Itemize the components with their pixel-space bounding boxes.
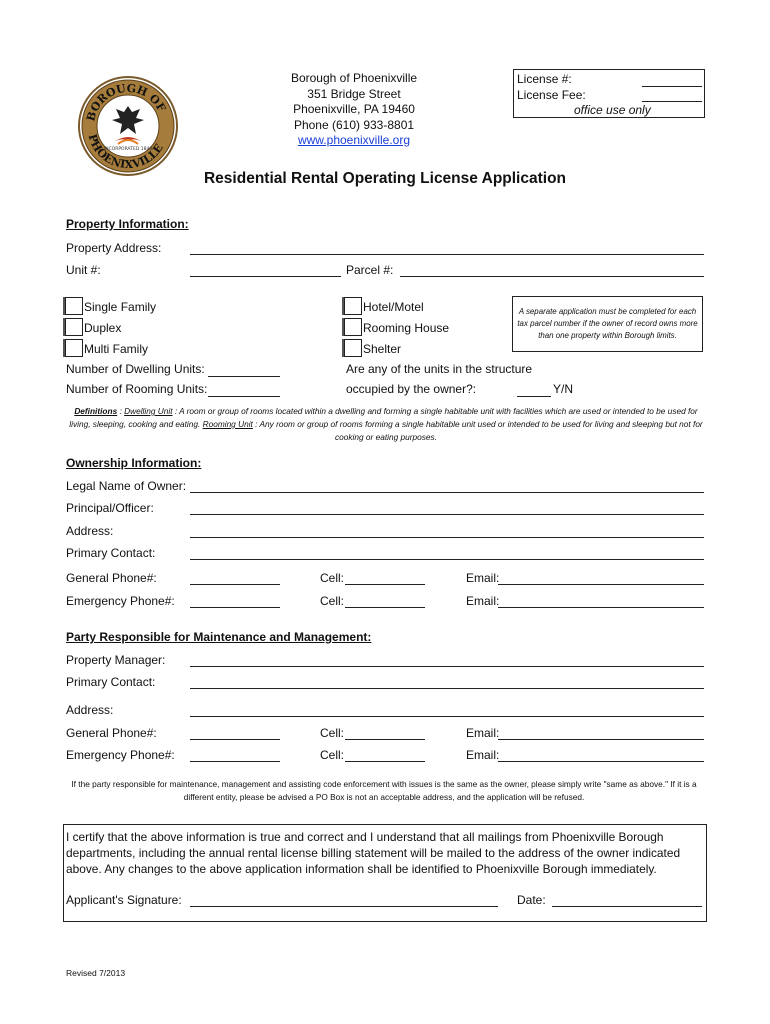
legal-name-field[interactable] [190,479,704,493]
page-title: Residential Rental Operating License Application [203,170,567,187]
property-manager-label: Property Manager: [66,653,166,667]
seal-small-text: INCORPORATED 1849 [103,147,153,152]
manager-general-phone-field[interactable] [190,726,280,740]
owner-emergency-phone-field[interactable] [190,594,280,608]
property-address-field[interactable] [190,241,704,255]
manager-address-field[interactable] [190,703,704,717]
owner-email-label: Email: [466,571,500,585]
parcel-label: Parcel #: [346,263,394,277]
separate-application-text: A separate application must be completed for each tax parcel number if the owner of record owns more than one property within Borough limits. [517,307,698,340]
manager-email-label: Email: [466,726,500,740]
street-address: 351 Bridge Street [307,86,401,101]
single-family-label: Single Family [84,300,157,314]
ownership-heading: Ownership Information: [66,456,202,470]
seal-bottom-text: PHOENIXVILLE [85,132,166,172]
owner-general-phone-label: General Phone#: [66,571,157,585]
signature-field[interactable] [190,893,498,907]
owner-address-label: Address: [66,524,114,538]
phone-number: Phone (610) 933-8801 [293,117,415,132]
owner-primary-contact-field[interactable] [190,546,704,560]
license-number-label: License #: [517,72,572,86]
parcel-field[interactable] [400,263,704,277]
manager-address-label: Address: [66,703,114,717]
signature-label: Applicant's Signature: [66,893,182,907]
owner-occupied-field[interactable] [517,383,551,397]
date-label: Date: [517,893,546,907]
seal-graphic [74,76,182,176]
manager-cell-field[interactable] [345,726,425,740]
legal-name-label: Legal Name of Owner: [66,479,187,493]
rooming-units-field[interactable] [208,383,280,397]
office-use-note: office use only [574,103,651,117]
duplex-label: Duplex [84,321,122,335]
principal-label: Principal/Officer: [66,501,154,515]
principal-field[interactable] [190,501,704,515]
manager-emergency-phone-label: Emergency Phone#: [66,748,175,762]
manager-emergency-cell-field[interactable] [345,748,425,762]
owner-email-field[interactable] [498,571,704,585]
owner-general-phone-field[interactable] [190,571,280,585]
owner-primary-contact-label: Primary Contact: [66,546,156,560]
owner-emergency-phone-label: Emergency Phone#: [66,594,175,608]
unit-field[interactable] [190,263,341,277]
multi-family-label: Multi Family [84,342,149,356]
license-fee-label: License Fee: [517,88,586,102]
duplex-checkbox[interactable] [65,318,83,336]
website-link[interactable]: www.phoenixville.org [297,133,411,147]
shelter-checkbox[interactable] [344,339,362,357]
property-address-label: Property Address: [66,241,162,255]
manager-emergency-email-field[interactable] [498,748,704,762]
multi-family-checkbox[interactable] [65,339,83,357]
owner-occupied-label-line1: Are any of the units in the structure [346,362,533,376]
shelter-label: Shelter [363,342,402,356]
separate-application-note [512,296,703,352]
manager-emergency-email-label: Email: [466,748,500,762]
rooming-units-label: Number of Rooming Units: [66,382,208,396]
office-use-box [513,69,705,118]
yes-no-label: Y/N [553,382,574,396]
manager-cell-label: Cell: [320,726,345,740]
dwelling-units-label: Number of Dwelling Units: [66,362,205,376]
date-field[interactable] [552,893,702,907]
rooming-unit-definition: : Any room or group of rooms forming a single habitable unit used or intended to be used for living and sleeping but not for cooking or eating purposes. [252,419,703,442]
owner-emergency-email-label: Email: [466,594,500,608]
certification-box [63,824,707,922]
manager-primary-contact-label: Primary Contact: [66,675,156,689]
definitions-label: Definitions [74,406,118,416]
unit-label: Unit #: [66,263,101,277]
single-family-checkbox[interactable] [65,297,83,315]
license-fee-field[interactable] [642,88,702,102]
revision-label: Revised 7/2013 [66,968,126,978]
owner-emergency-email-field[interactable] [498,594,704,608]
owner-address-field[interactable] [190,524,704,538]
rooming-house-label: Rooming House [363,321,450,335]
city-state-zip: Phoenixville, PA 19460 [293,102,415,116]
property-heading: Property Information: [66,217,189,231]
certification-text: I certify that the above information is true and correct and I understand that all mailings from Phoenixville Borough departments, including the annual rental license billing statement will be mailed to the address of the owner indicated above. Any changes to the above application information shall be identified to Phoenixville Borough immediately. [66,830,681,876]
seal-top-text: BOROUGH OF [84,81,169,123]
owner-occupied-label-line2: occupied by the owner?: [346,382,477,396]
borough-seal [74,76,182,176]
definitions-text [66,405,706,444]
maintenance-heading: Party Responsible for Maintenance and Management: [66,630,372,644]
rooming-unit-term: Rooming Unit [202,419,253,429]
manager-emergency-phone-field[interactable] [190,748,280,762]
owner-emergency-cell-field[interactable] [345,594,425,608]
owner-emergency-cell-label: Cell: [320,594,345,608]
dwelling-unit-definition: : A room or group of rooms located within a dwelling and forming a single habitable unit with facilities which are used or intended to be used for living, sleeping, cooking and eating. [69,406,698,429]
hotel-motel-label: Hotel/Motel [363,300,424,314]
owner-cell-label: Cell: [320,571,345,585]
rooming-house-checkbox[interactable] [344,318,362,336]
owner-cell-field[interactable] [345,571,425,585]
org-name: Borough of Phoenixville [290,71,418,85]
license-number-field[interactable] [642,73,702,87]
maintenance-note: If the party responsible for maintenance, management and assisting code enforcement with issues is the same as the owner, please simply write "same as above." If it is a different entity, please be advised a PO Box is not an acceptable address, and the application will be refused. [71,779,697,802]
dwelling-units-field[interactable] [208,363,280,377]
manager-email-field[interactable] [498,726,704,740]
manager-general-phone-label: General Phone#: [66,726,157,740]
hotel-motel-checkbox[interactable] [344,297,362,315]
dwelling-unit-term: Dwelling Unit [124,406,173,416]
manager-emergency-cell-label: Cell: [320,748,345,762]
property-manager-field[interactable] [190,653,704,667]
manager-primary-contact-field[interactable] [190,675,704,689]
definitions-sep: : [117,406,125,416]
header-address [254,71,454,149]
